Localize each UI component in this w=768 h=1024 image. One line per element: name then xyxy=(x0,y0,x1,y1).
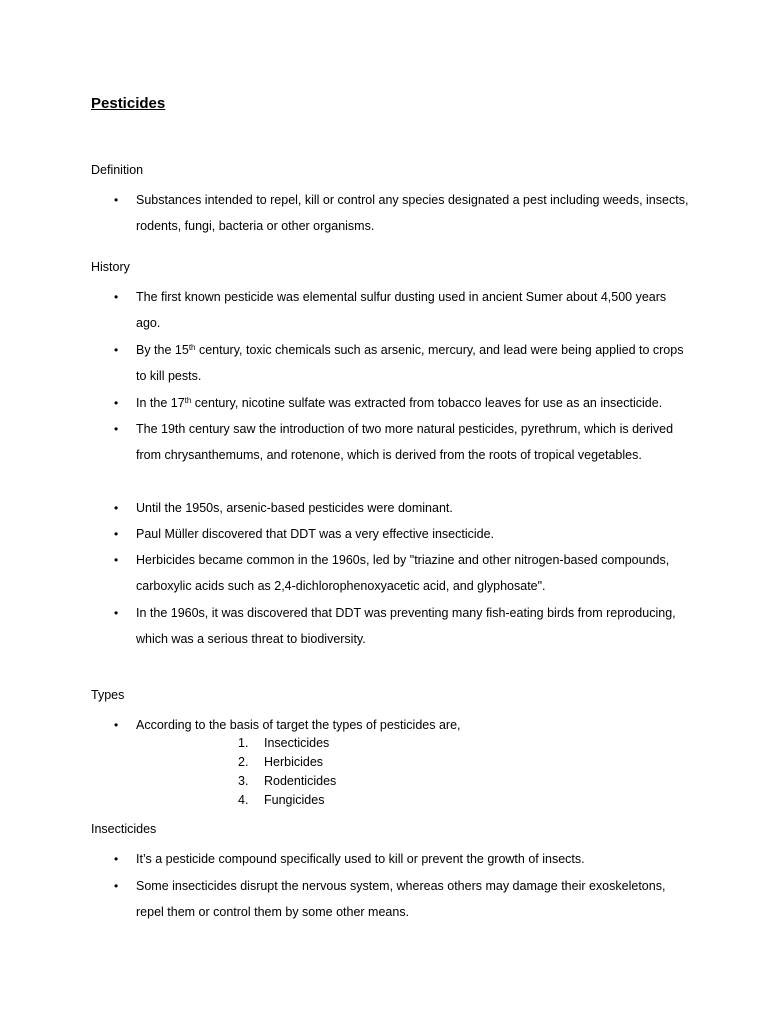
bullet-icon: • xyxy=(114,553,119,567)
list-item-text: In the 1960s, it was discovered that DDT was preventing many fish-eating birds from reproducing, which was a serious threat to biodiversity. xyxy=(136,606,676,647)
page-title: Pesticides xyxy=(91,95,166,112)
bullet-icon: • xyxy=(114,879,119,893)
list-item-text: Substances intended to repel, kill or control any species designated a pest including weeds, insects, rodents, fungi, bacteria or other organisms. xyxy=(136,193,689,234)
list-item-text: The first known pesticide was elemental sulfur dusting used in ancient Sumer about 4,500 years ago. xyxy=(136,290,667,331)
bullet-icon: • xyxy=(114,527,119,541)
item-number: 2. xyxy=(238,755,249,769)
bullet-icon: • xyxy=(114,290,119,304)
section-heading-insecticides: Insecticides xyxy=(91,822,157,836)
bullet-icon: • xyxy=(114,606,119,620)
list-item-text: Herbicides became common in the 1960s, led by "triazine and other nitrogen-based compounds, carboxylic acids such as 2,4-dichlorophenoxyacetic acid, and glyphosate". xyxy=(136,553,670,594)
numbered-item xyxy=(238,791,336,810)
list-item-text: It’s a pesticide compound specifically used to kill or prevent the growth of insects. xyxy=(136,852,585,866)
item-number: 1. xyxy=(238,736,249,750)
list-item-text: According to the basis of target the types of pesticides are, xyxy=(136,718,461,732)
numbered-item xyxy=(238,734,336,753)
bullet-icon: • xyxy=(114,852,119,866)
item-label: Fungicides xyxy=(264,793,325,807)
bullet-icon: • xyxy=(114,343,119,357)
pesticide-types-numbered-list xyxy=(238,734,336,810)
item-label: Insecticides xyxy=(264,736,330,750)
numbered-item xyxy=(238,772,336,791)
numbered-item xyxy=(238,753,336,772)
list-item-text: In the 17th century, nicotine sulfate was extracted from tobacco leaves for use as an insecticide. xyxy=(136,396,663,410)
list-item-text: The 19th century saw the introduction of two more natural pesticides, pyrethrum, which is derived from chrysanthemums, and rotenone, which is derived from the roots of tropical vegetables. xyxy=(136,422,674,463)
bullet-icon: • xyxy=(114,718,119,732)
list-item-text: Paul Müller discovered that DDT was a very effective insecticide. xyxy=(136,527,495,541)
bullet-icon: • xyxy=(114,422,119,436)
bullet-icon: • xyxy=(114,501,119,515)
section-heading-types: Types xyxy=(91,688,125,702)
item-label: Rodenticides xyxy=(264,774,337,788)
item-number: 3. xyxy=(238,774,249,788)
bullet-icon: • xyxy=(114,193,119,207)
section-heading-definition: Definition xyxy=(91,163,144,177)
list-item-text: By the 15th century, toxic chemicals such as arsenic, mercury, and lead were being applied to crops to kill pests. xyxy=(136,343,684,384)
item-number: 4. xyxy=(238,793,249,807)
bullet-icon: • xyxy=(114,396,119,410)
list-item-text: Some insecticides disrupt the nervous system, whereas others may damage their exoskeletons, repel them or control them by some other means. xyxy=(136,879,666,920)
list-item-text: Until the 1950s, arsenic-based pesticides were dominant. xyxy=(136,501,453,515)
item-label: Herbicides xyxy=(264,755,324,769)
section-heading-history: History xyxy=(91,260,130,274)
